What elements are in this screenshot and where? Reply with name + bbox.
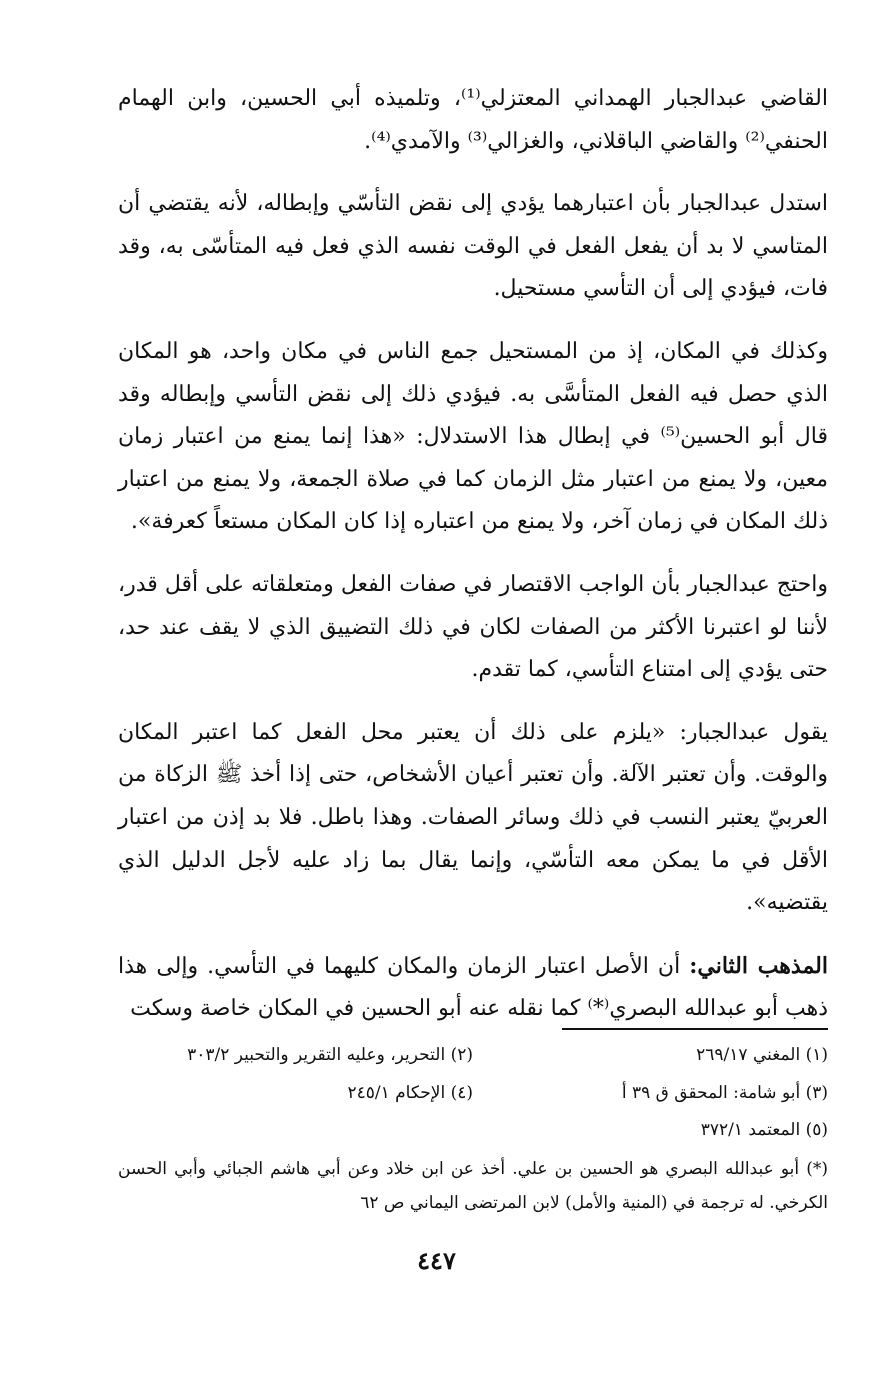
main-text (118, 78, 828, 1031)
footnote-4: (٤) الإحكام ٢٤٥/١ (347, 1083, 473, 1103)
footnote-5: (٥) المعتمد ٣٧٢/١ (700, 1120, 828, 1140)
footnote-row-1 (118, 1040, 828, 1070)
paragraph-4: واحتج عبدالجبار بأن الواجب الاقتصار في صفات الفعل ومتعلقاته على أقل قدر، لأننا لو اعتبرنا الأكثر من الصفات لكان في ذلك التضييق الذي لا يقف عند حد، حتى يؤدي إلى امتناع التأسي، كما تقدم. (118, 571, 828, 683)
paragraph-2: استدل عبدالجبار بأن اعتبارهما يؤدي إلى نقض التأسّي وإبطاله، لأنه يقتضي أن المتاسي لا بد أن يفعل الفعل في الوقت نفسه الذي فعل فيه المتأسّى به، وقد فات، فيؤدي إلى أن التأسي مستحيل. (118, 191, 828, 302)
footnote-star: (*) أبو عبدالله البصري هو الحسين بن علي. أخذ عن ابن خلاد وعن أبي هاشم الجبائي وأبي الحسن الكرخي. له ترجمة في (المنية والأمل) لابن المرتضى اليماني ص ٦٢ (118, 1159, 828, 1213)
section-heading: المذهب الثاني: (689, 952, 828, 979)
paragraph-5: يقول عبدالجبار: «يلزم على ذلك أن يعتبر محل الفعل كما اعتبر المكان والوقت. وأن تعتبر الآلة. وأن تعتبر أعيان الأشخاص، حتى إذا أخذ ﷺ الزكاة من العربيّ يعتبر النسب في ذلك وسائر الصفات. وهذا باطل. فلا بد إذن من اعتبار الأقل في ما يمكن معه التأسّي، وإنما يقال بما زاد عليه لأجل الدليل الذي يقتضيه». (118, 719, 828, 916)
paragraph-6-text: أن الأصل اعتبار الزمان والمكان كليهما في التأسي. وإلى هذا ذهب أبو عبدالله البصري⁽*⁾ كما نقله عنه أبو الحسين في المكان خاصة وسكت (118, 953, 828, 1022)
footnote-row-3 (118, 1115, 828, 1145)
footnote-2: (٢) التحرير، وعليه التقرير والتحبير ٣٠٣/٢ (187, 1045, 473, 1065)
footnote-row-2 (118, 1078, 828, 1108)
footnote-1: (١) المغني ٢٦٩/١٧ (696, 1045, 828, 1065)
footnote-3: (٣) أبو شامة: المحقق ق ٣٩ أ (621, 1083, 828, 1103)
page-number: ٤٤٧ (417, 1246, 456, 1275)
paragraph-3: وكذلك في المكان، إذ من المستحيل جمع الناس في مكان واحد، هو المكان الذي حصل فيه الفعل المتأسَّى به. فيؤدي ذلك إلى نقض التأسي وإبطاله وقد قال أبو الحسين⁽⁵⁾ في إبطال هذا الاستدلال: «هذا إنما يمنع من اعتبار زمان معين، ولا يمنع من اعتبار مثل الزمان كما في صلاة الجمعة، ولا يمنع من اعتبار ذلك المكان في زمان آخر، ولا يمنع من اعتباره إذا كان المكان مستعاً كعرفة». (118, 338, 828, 535)
footnote-divider (562, 1028, 828, 1030)
paragraph-6 (118, 945, 828, 1031)
paragraph-1: القاضي عبدالجبار الهمداني المعتزلي⁽¹⁾، وتلميذه أبي الحسين، وابن الهمام الحنفي⁽²⁾ والقاضي الباقلاني، والغزالي⁽³⁾ والآمدي⁽⁴⁾. (118, 86, 828, 154)
